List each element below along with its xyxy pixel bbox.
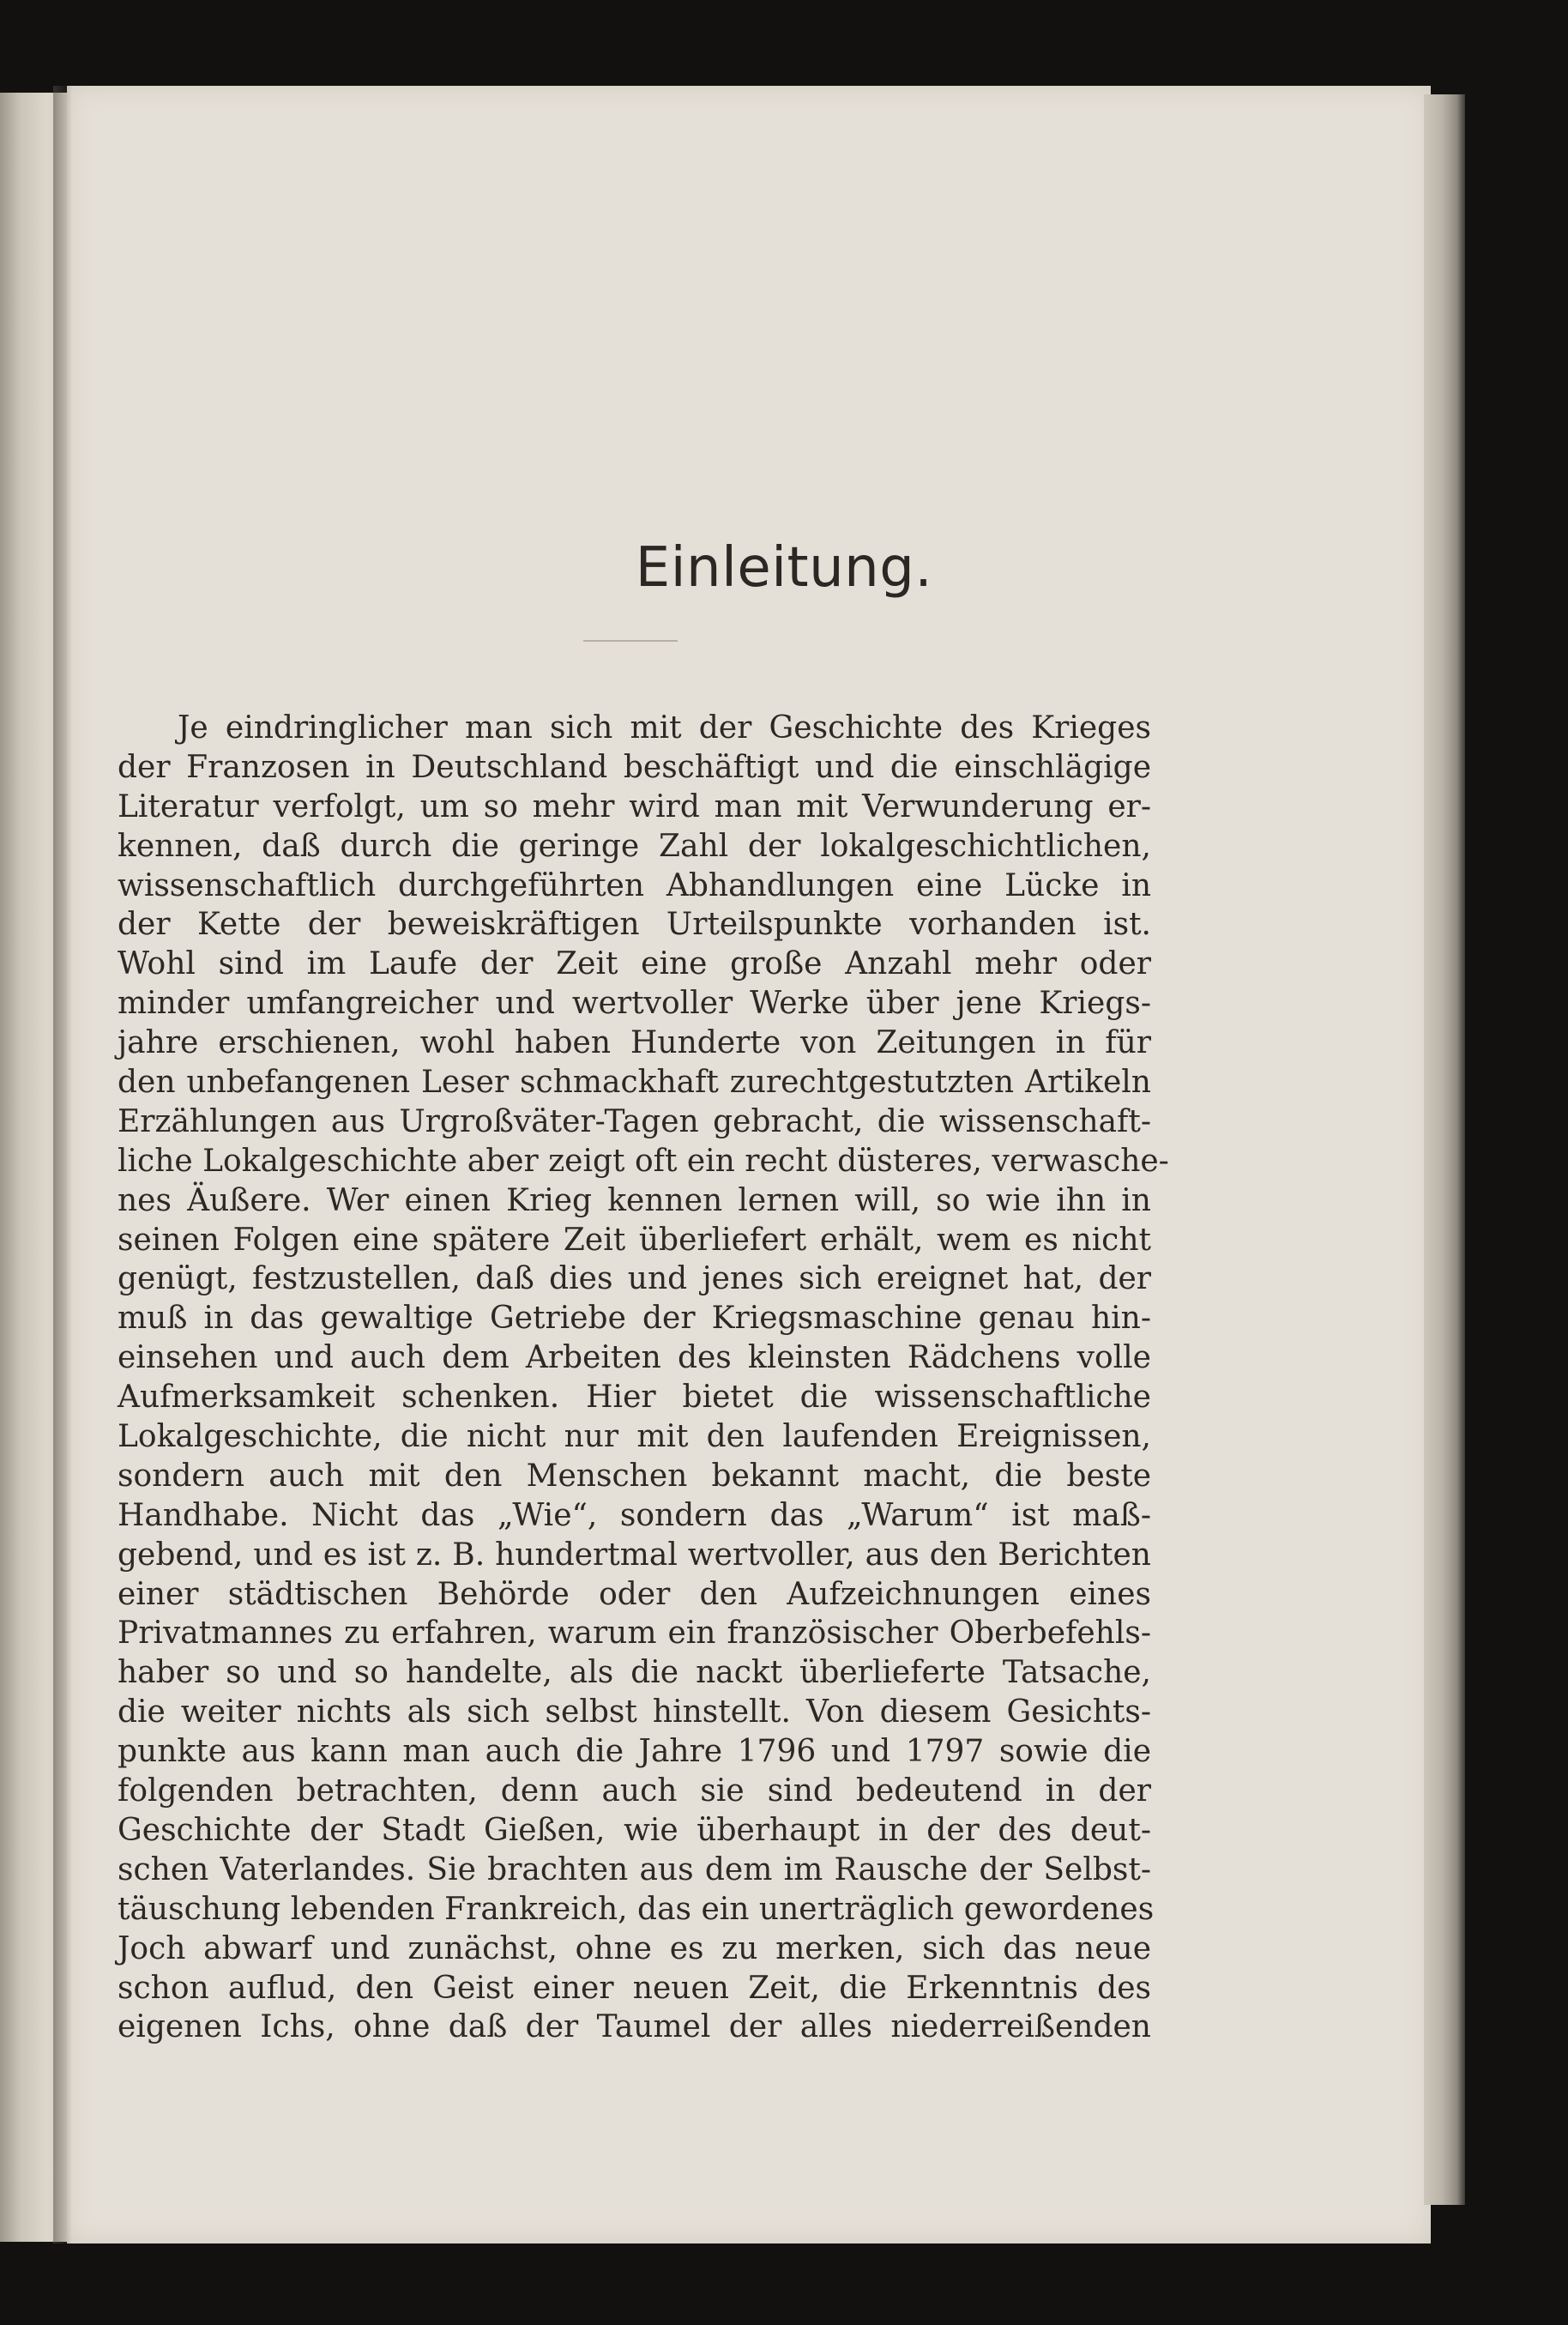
text-line: eigenen Ichs, ohne daß der Taumel der alles niederreißenden — [118, 2009, 1151, 2045]
text-line: seinen Folgen eine spätere Zeit überliefert erhält, wem es nicht — [118, 1222, 1151, 1258]
title-rule — [583, 640, 678, 642]
text-line: der Franzosen in Deutschland beschäftigt und die einschlägige — [118, 749, 1151, 785]
text-line: einsehen und auch dem Arbeiten des kleinsten Rädchens volle — [118, 1340, 1151, 1376]
text-line: Privatmannes zu erfahren, warum ein französischer Oberbefehls- — [118, 1615, 1151, 1652]
text-line: der Kette der beweiskräftigen Urteilspunkte vorhanden ist. — [118, 907, 1151, 943]
text-line: den unbefangenen Leser schmackhaft zurechtgestutzten Artikeln — [118, 1065, 1151, 1101]
text-line: genügt, festzustellen, daß dies und jenes sich ereignet hat, der — [118, 1261, 1151, 1297]
page-stack-edge — [1424, 94, 1465, 2205]
text-line: täuschung lebenden Frankreich, das ein unerträglich gewordenes — [118, 1891, 1155, 1927]
text-line: punkte aus kann man auch die Jahre 1796 und 1797 sowie die — [118, 1734, 1151, 1770]
text-line: minder umfangreicher und wertvoller Werke über jene Kriegs- — [118, 986, 1151, 1022]
text-line: folgenden betrachten, denn auch sie sind bedeutend in der — [118, 1773, 1151, 1809]
text-line: muß in das gewaltige Getriebe der Kriegsmaschine genau hin- — [118, 1301, 1151, 1337]
text-line: Je eindringlicher man sich mit der Geschichte des Krieges — [178, 710, 1151, 746]
text-line: kennen, daß durch die geringe Zahl der lokalgeschichtlichen, — [118, 828, 1151, 864]
text-line: Handhabe. Nicht das „Wie“, sondern das „Warum“ ist maß- — [118, 1497, 1151, 1533]
text-line: liche Lokalgeschichte aber zeigt oft ein recht düsteres, verwasche- — [118, 1143, 1169, 1179]
text-line: Wohl sind im Laufe der Zeit eine große Anzahl mehr oder — [118, 946, 1151, 982]
text-line: schen Vaterlandes. Sie brachten aus dem im Rausche der Selbst- — [118, 1851, 1151, 1887]
text-line: Aufmerksamkeit schenken. Hier bietet die wissenschaftliche — [118, 1380, 1151, 1416]
text-line: sondern auch mit den Menschen bekannt macht, die beste — [118, 1458, 1151, 1494]
text-line: Joch abwarf und zunächst, ohne es zu merken, sich das neue — [118, 1930, 1151, 1966]
text-line: Literatur verfolgt, um so mehr wird man mit Verwunderung er- — [118, 788, 1151, 824]
text-line: wissenschaftlich durchgeführten Abhandlungen eine Lücke in — [118, 867, 1151, 903]
text-line: Geschichte der Stadt Gießen, wie überhaupt in der des deut- — [118, 1812, 1151, 1848]
text-line: nes Äußere. Wer einen Krieg kennen lernen will, so wie ihn in — [118, 1182, 1151, 1218]
text-line: die weiter nichts als sich selbst hinstellt. Von diesem Gesichts- — [118, 1694, 1151, 1730]
text-line: haber so und so handelte, als die nackt überlieferte Tatsache, — [118, 1655, 1151, 1691]
chapter-title: Einleitung. — [635, 536, 933, 600]
body-paragraph — [118, 709, 1169, 2047]
text-line: schon auflud, den Geist einer neuen Zeit, die Erkenntnis des — [118, 1970, 1151, 2006]
text-line: einer städtischen Behörde oder den Aufzeichnungen eines — [118, 1576, 1151, 1612]
text-line: Erzählungen aus Urgroßväter-Tagen gebracht, die wissenschaft- — [118, 1103, 1151, 1139]
gutter-shadow — [53, 86, 72, 2243]
text-line: jahre erschienen, wohl haben Hunderte von Zeitungen in für — [118, 1025, 1151, 1061]
text-line: Lokalgeschichte, die nicht nur mit den laufenden Ereignissen, — [118, 1419, 1151, 1455]
text-line: gebend, und es ist z. B. hundertmal wertvoller, aus den Berichten — [118, 1537, 1151, 1573]
